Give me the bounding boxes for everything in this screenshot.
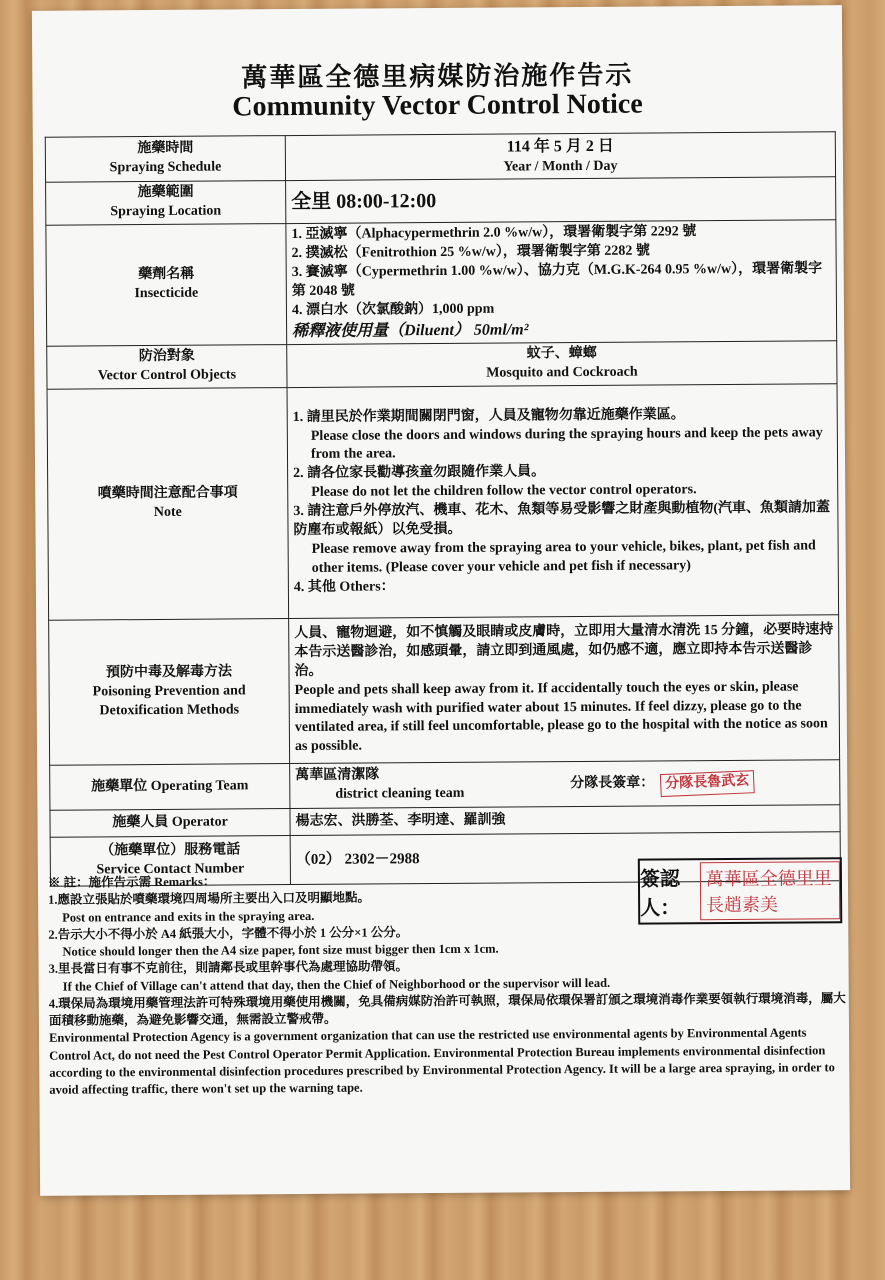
signer-label: 簽認人： (639, 868, 681, 920)
schedule-date: 114 年 5 月 2 日 (506, 137, 614, 156)
location-label: 施藥範圍 Spraying Location (46, 181, 286, 225)
schedule-date-en: Year / Month / Day (503, 158, 618, 175)
remark-2: 2.告示大小不得小於 A4 紙張大小，字體不得小於 1 公分×1 公分。 (48, 924, 409, 942)
team-stamp: 分隊長魯武玄 (660, 770, 755, 797)
insecticide-item: 1. 亞滅寧（Alphacypermethrin 2.0 %w/w），環署衛製字第 2292 號 (291, 224, 697, 243)
note-item-3: 3. 請注意戶外停放汽、機車、花木、魚類等易受影響之財產與動植物(汽車、魚類請加蓋防塵布或報紙）以免受損。 (293, 500, 831, 539)
title-en: Community Vector Control Notice (232, 88, 643, 123)
note-label: 噴藥時間注意配合事項 Note (47, 388, 289, 621)
operator-value: 楊志宏、洪勝荃、李明達、羅訓強 (290, 805, 840, 836)
team-sign-label: 分隊長簽章： (570, 775, 655, 791)
signer-stamp: 萬華區全德里里長趙素美 (700, 861, 841, 920)
operator-label: 施藥人員 Operator (50, 809, 290, 838)
contact-value: （02） 2302－2988 (290, 832, 840, 885)
row-schedule (45, 132, 835, 183)
poison-label: 預防中毒及解毒方法 Poisoning Prevention and Detoxification Methods (49, 619, 290, 766)
row-insecticide (46, 220, 837, 347)
objects-label: 防治對象 Vector Control Objects (47, 345, 287, 389)
remark-3: 3.里長當日有事不克前往，則請鄰長或里幹事代為處理協助帶領。 (48, 959, 408, 976)
notice-paper (32, 5, 850, 1196)
poison-content: 人員、寵物迴避，如不慎觸及眼睛或皮膚時，立即用大量清水清洗 15 分鐘，必要時速持本告示送醫診治，如感頭暈，請立即到通風處，如仍感不適，應立即持本告示送醫診治。 People and pets shall keep away from it. If accidentally touch the eyes or skin, please immediately wash with purified water about 15 minutes. If feel dizzy, please go to the ventilated area, if still feel uncomfortable, please go to the hospital with the notice as soon as possible. (289, 615, 840, 764)
remark-4: 4.環保局為環境用藥管理法許可特殊環境用藥使用機關，免具備病媒防治許可執照，環保局依環保署訂頒之環境消毒作業要領執行環境消毒，屬大面積移動施藥，為避免影響交通，無需設立警戒帶。 (48, 990, 846, 1028)
insecticide-label: 藥劑名稱 Insecticide (46, 224, 287, 347)
remark-1: 1.應設立張貼於噴藥環境四周場所主要出入口及明顯地點。 (48, 890, 371, 908)
note-item-1: 1. 請里民於作業期間關閉門窗，人員及寵物勿靠近施藥作業區。 (292, 406, 685, 425)
insecticide-item: 2. 撲滅松（Fenitrothion 25 %w/w），環署衛製字第 2282 號 (291, 243, 650, 262)
row-location (46, 177, 836, 225)
location-value: 全里 08:00-12:00 (286, 177, 836, 224)
team-label: 施藥單位 Operating Team (50, 764, 290, 811)
remarks-heading: ※ 註：施作告示需 Remarks： (47, 874, 216, 890)
insecticide-item: 4. 漂白水（次氯酸鈉）1,000 ppm (291, 301, 495, 318)
title-zh: 萬華區全德里病媒防治施作告示 (241, 60, 634, 93)
team-value: 萬華區清潔隊 district cleaning team 分隊長簽章： 分隊長魯武玄 (290, 760, 840, 809)
row-poison (49, 615, 840, 766)
insecticide-item: 3. 賽滅寧（Cypermethrin 1.00 %w/w）、協力克（M.G.K-264 0.95 %w/w），環署衛製字第 2048 號 (291, 261, 823, 299)
note-item-4: 4. 其他 Others： (293, 578, 395, 595)
note-item-2: 2. 請各位家長勸導孩童勿跟隨作業人員。 (293, 464, 546, 482)
note-content: 1. 請里民於作業期間關閉門窗，人員及寵物勿靠近施藥作業區。 Please close the doors and windows during the spraying hours and keep the pets away from the area. 2. 請各位家長勸導孩童勿跟隨作業人員。 Please do not let the children follow the vector control operators. 3. 請注意戶外停放汽、機車、花木、魚類等易受影響之財產與動植物(汽車、魚類請加蓋防塵布或報紙）以免受損。 Please remove away from the spraying area to your vehicle, bikes, plant, pet fish and other items. (Please cover your vehicle and pet fish if necessary) 4. 其他 Others： (287, 384, 839, 619)
schedule-label: 施藥時間 Spraying Schedule (45, 136, 285, 183)
remarks: ※ 註：施作告示需 Remarks： 1.應設立張貼於噴藥環境四周場所主要出入口及明顯地點。 Post on entrance and exits in the spraying area. 2.告示大小不得小於 A4 紙張大小，字體不得小於 1 公分×1 公分。 Notice should longer then the A4 size paper, font size must bigger then 1cm x 1cm. 3.里長當日有事不克前往，則請鄰長或里幹事代為處理協助帶領。 If the Chief of Village can't attend that day, then the Chief of Neighborhood or the supervisor will lead. 4.環保局為環境用藥管理法許可特殊環境用藥使用機關，免具備病媒防治許可執照，環保局依環保署訂頒之環境消毒作業要領執行環境消毒，屬大面積移動施藥，為避免影響交通，無需設立警戒帶。 Environmental Protection Agency is a government organization that can use the restricted use environmental agents by Environmental Agents Control Act, do not need the Pest Control Operator Permit Application. Environmental Protection Bureau implements environmental disinfection according to the environmental disinfection procedures prescribed by Environmental Protection Agency. It will be a large area spraying, in order to avoid affecting traffic, there won't set up the warning tape. (48, 869, 850, 1099)
row-team (50, 760, 840, 811)
diluent: 稀釋液使用量（Diluent） 50ml/m² (292, 321, 529, 340)
objects-value: 蚊子、蟑螂 Mosquito and Cockroach (287, 341, 837, 388)
schedule-value (285, 132, 835, 181)
row-objects (47, 341, 837, 389)
insecticide-list (286, 220, 837, 345)
row-note (47, 384, 839, 621)
contact-label: （施藥單位）服務電話 Service Contact Number (50, 836, 290, 887)
notice-table (45, 131, 841, 887)
